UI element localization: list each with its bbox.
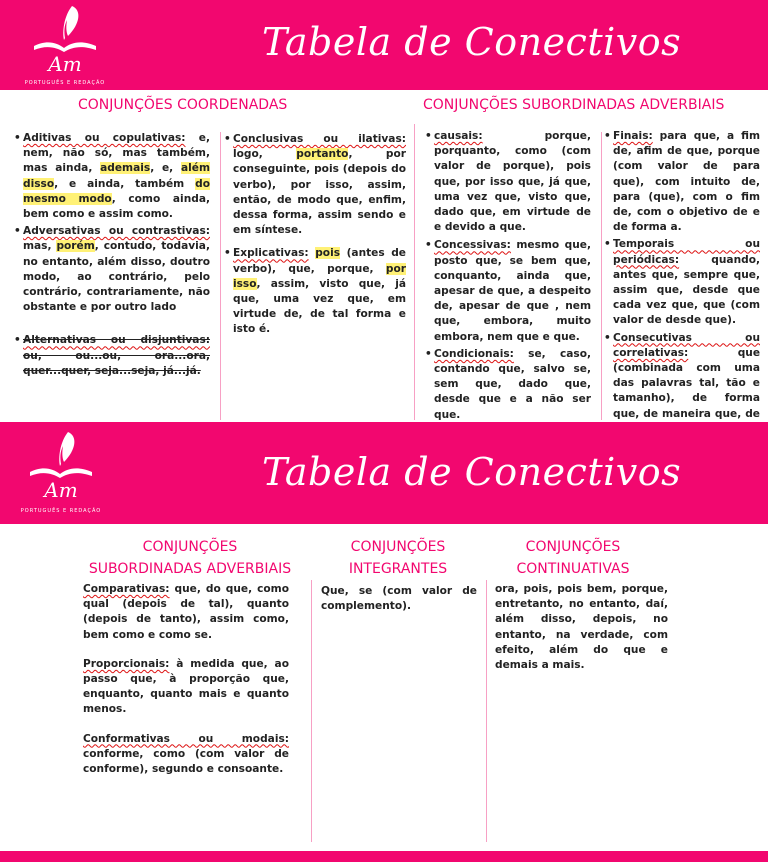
highlight: porém <box>56 240 95 253</box>
coord-heading: CONJUNÇÕES COORDENADAS <box>78 97 288 113</box>
term-label: Conclusivas ou ilativas: <box>233 133 406 145</box>
highlight: por isso <box>233 262 406 290</box>
term-label: Adversativas ou contrastivas: <box>23 225 210 238</box>
footer-band <box>0 851 768 862</box>
term-label: causais: <box>434 130 483 142</box>
item-text: , contudo, todavia, no entanto, além disso, doutro modo, ao contrário, pelo contrário, contrariamente, não obstante e por outro lado <box>23 240 210 314</box>
list-item-temporais <box>604 237 760 328</box>
brand-logo-top <box>20 2 110 92</box>
term-label: Aditivas ou copulativas: <box>23 132 186 144</box>
item-text: , e, <box>150 162 181 175</box>
item-text: e, nem, não só, mas também, mas ainda, <box>23 132 211 175</box>
highlight: portanto <box>296 148 349 161</box>
divider <box>311 580 312 842</box>
coord-col-2 <box>224 132 406 340</box>
item-text: para que, a fim de, afim de que, porque (com valor de para que), com intuito de, para (que), com o fim de, com o objetivo de e de forma a. <box>613 130 760 234</box>
brand-subtitle: PORTUGUÊS E REDAÇÃO <box>20 508 102 514</box>
item-text: logo, <box>233 148 297 161</box>
item-text: porque, porquanto, como (com valor de porque), pois que, por isso que, já que, uma vez que, visto que, dado que, em virtude de e devido a que. <box>434 130 591 234</box>
heading-line: SUBORDINADAS ADVERBIAIS <box>88 561 292 577</box>
sub-adverbiais-heading-2 <box>80 536 300 580</box>
list-item-alternativas <box>14 333 210 379</box>
divider <box>220 132 221 420</box>
item-text: conforme, como (com valor de conforme), segundo e consoante. <box>83 747 289 776</box>
para-proporcionais <box>83 657 289 718</box>
item-text: à medida que, ao passo que, à proporção que, enquanto, quanto mais e quanto menos. <box>83 657 289 716</box>
divider <box>601 132 602 420</box>
term-label: Concessivas: <box>434 239 511 252</box>
item-text: quando, antes que, sempre que, assim que, desde que cada vez que, que (com valor de desde que). <box>613 253 760 327</box>
main-title-mid: Tabela de Conectivos <box>262 450 682 494</box>
term-label: Consecutivas ou correlativas: <box>613 331 760 359</box>
highlight: ademais <box>100 162 151 175</box>
list-item-condicionais <box>425 347 591 423</box>
divider <box>486 580 487 842</box>
brand-monogram: Am <box>48 52 82 76</box>
item-text: , e ainda, também <box>54 177 196 190</box>
term-label: Proporcionais: <box>83 657 170 670</box>
para-integrantes: Que, se (com valor de complemento). <box>321 585 477 613</box>
term-label: Explicativas: <box>233 247 309 260</box>
para-continuativas: ora, pois, pois bem, porque, entretanto, no entanto, daí, além disso, depois, no entanto, na verdade, com efeito, além do que e demais a mais. <box>495 583 668 672</box>
brand-logo-mid <box>16 428 106 518</box>
para-comparativas <box>83 582 289 643</box>
item-text: mesmo que, posto que, se bem que, conquanto, ainda que, apesar de que, a despeito de, apesar de que , nem que, embora, muito embora, nem que e que. <box>434 239 591 343</box>
list-item-conclusivas <box>224 132 406 238</box>
item-text: , como ainda, bem como e assim como. <box>23 192 210 221</box>
term-label: Conformativas ou modais: <box>83 732 289 745</box>
term-label: Finais: <box>613 130 653 142</box>
sub-col-2 <box>604 129 760 439</box>
main-title-top: Tabela de Conectivos <box>262 20 682 64</box>
heading-line: CONJUNÇÕES <box>350 539 446 555</box>
term-label: Condicionais: <box>434 347 514 360</box>
sub-col-1 <box>425 129 591 425</box>
continuativas-heading <box>488 536 658 580</box>
brand-subtitle: PORTUGUÊS E REDAÇÃO <box>24 80 106 86</box>
list-item-finais <box>604 129 760 235</box>
term-label: Alternativas ou disjuntivas: <box>23 334 210 347</box>
item-text: mas, <box>23 240 57 253</box>
heading-line: CONJUNÇÕES <box>525 539 621 555</box>
list-item-explicativas <box>224 246 406 337</box>
heading-line: CONJUNÇÕES <box>142 539 238 555</box>
list-item-aditivas <box>14 131 210 222</box>
integrantes-heading <box>318 536 478 580</box>
list-item-concessivas <box>425 238 591 344</box>
para-conformativas <box>83 732 289 778</box>
sub2-col <box>83 582 289 791</box>
coord-col-1 <box>14 131 210 381</box>
list-item-causais <box>425 129 591 235</box>
brand-monogram: Am <box>44 478 78 502</box>
divider <box>414 124 415 420</box>
sub-adverbiais-heading: CONJUNÇÕES SUBORDINADAS ADVERBIAIS <box>423 97 725 113</box>
highlight: do mesmo modo <box>23 177 210 205</box>
item-text: que (combinada com uma das palavras tal, tão e tamanho), de forma que, de maneira que, de <box>613 346 760 420</box>
term-label: Comparativas: <box>83 583 170 595</box>
item-text: , por conseguinte, pois (depois do verbo), por isso, assim, então, de modo que, enfim, dessa forma, assim sendo e em síntese. <box>233 148 406 237</box>
continuativas-col <box>495 582 668 673</box>
term-label: Temporais ou periódicas: <box>613 238 760 266</box>
highlight: pois <box>315 247 341 260</box>
item-text: que, do que, como qual (depois de tal), quanto (depois de tanto), assim como, bem como e como se. <box>83 583 289 641</box>
integrantes-col <box>321 584 477 614</box>
item-text: , assim, visto que, já que, uma vez que, em virtude de, de tal forma e isto é. <box>233 277 406 336</box>
highlight: além disso <box>23 162 210 190</box>
heading-line: CONTINUATIVAS <box>516 561 630 577</box>
list-item-adversativas <box>14 224 210 315</box>
item-text: (antes de verbo), que, porque, <box>233 247 406 275</box>
item-text: ou, ou...ou, ora...ora, quer...quer, seja...seja, já...já. <box>23 349 210 377</box>
item-text: se, caso, contando que, salvo se, sem que, dado que, desde que e a não ser que. <box>434 347 591 421</box>
heading-line: INTEGRANTES <box>348 561 448 577</box>
